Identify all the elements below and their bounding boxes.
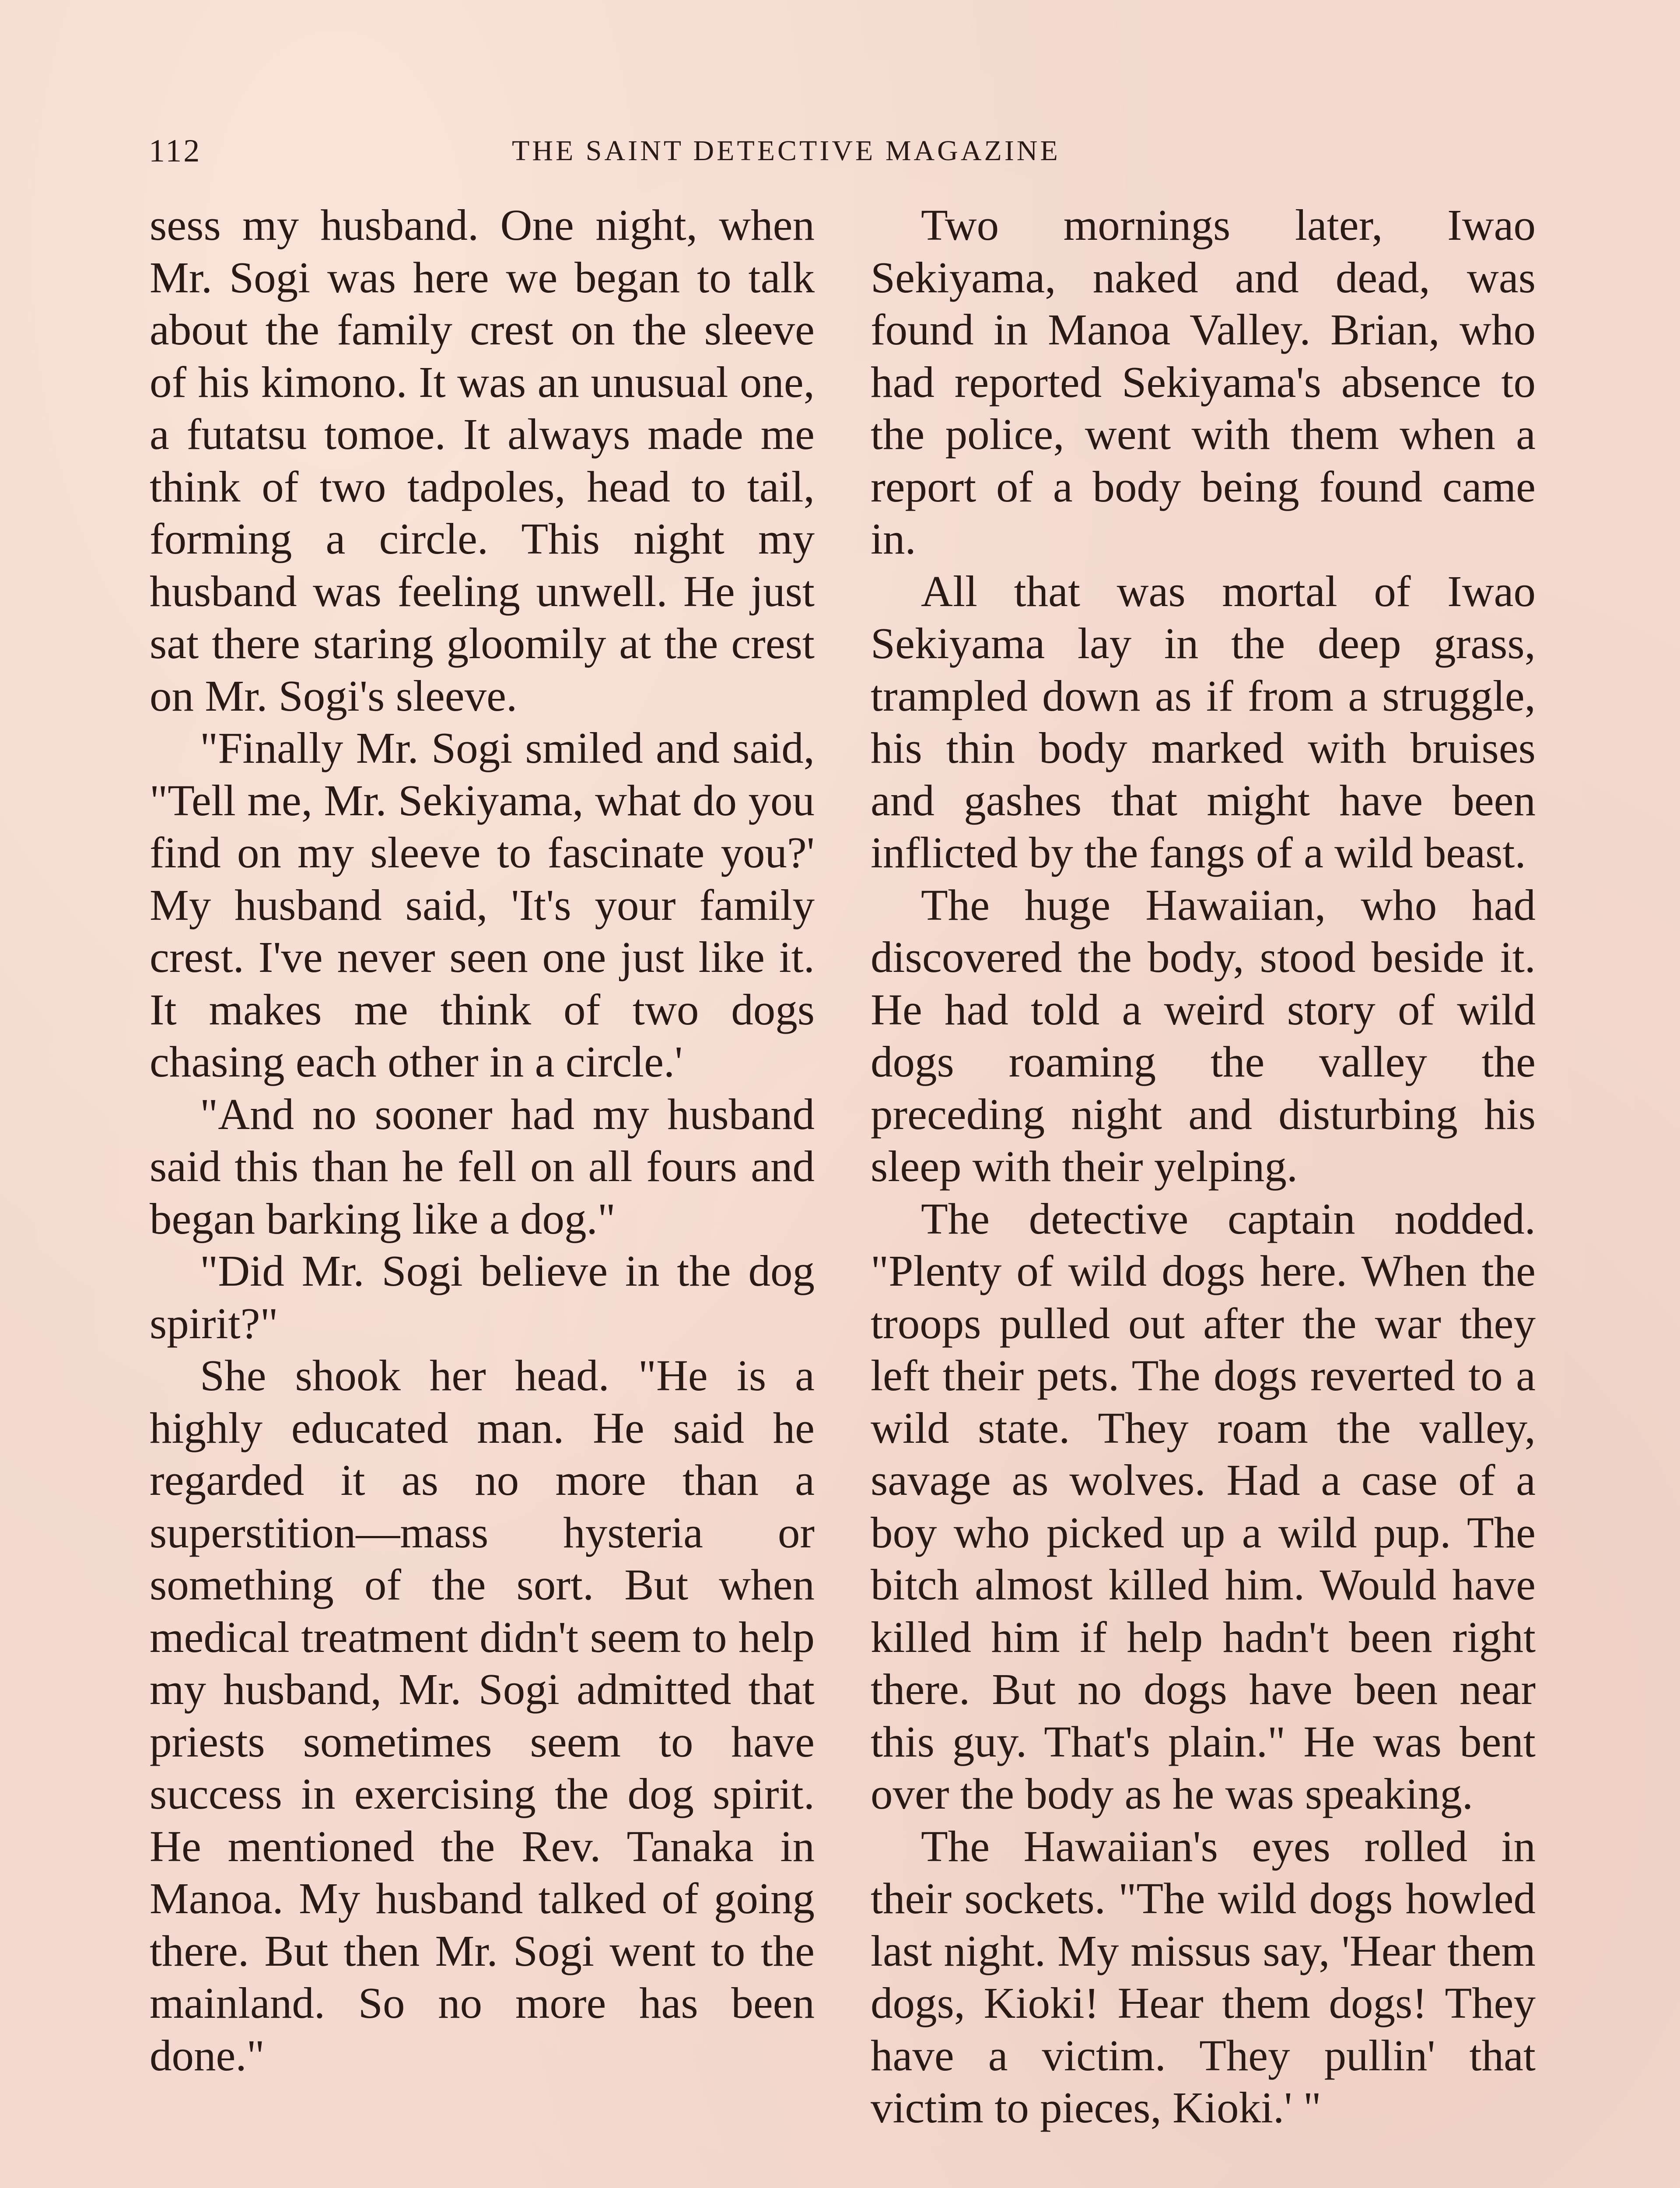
paragraph: "Did Mr. Sogi believe in the dog spirit?" [150,1246,815,1348]
paragraph: sess my husband. One night, when Mr. Sogi was here we began to talk about the family crest on the sleeve of his kimono. It was an unusual one, a futatsu tomoe. It always made me think of two tadpoles, head to tail, forming a circle. This night my husband was feeling unwell. He just sat there staring gloomily at the crest on Mr. Sogi's sleeve. [150,200,815,720]
paragraph: All that was mortal of Iwao Sekiyama lay in the deep grass, trampled down as if from a struggle, his thin body marked with bruises and gashes that might have been inflicted by the fangs of a wild beast. [871,566,1536,877]
right-column [871,199,1536,2134]
magazine-title: THE SAINT DETECTIVE MAGAZINE [512,135,1060,167]
paragraph: The Hawaiian's eyes rolled in their sockets. "The wild dogs howled last night. My missus say, 'Hear them dogs, Kioki! Hear them dogs! They have a victim. They pullin' that victim to pieces, Kioki.' " [871,1821,1536,2132]
running-head [149,127,1540,175]
paragraph: "And no sooner had my husband said this than he fell on all fours and began barking like a dog." [150,1089,815,1243]
paragraph: Two mornings later, Iwao Sekiyama, naked and dead, was found in Manoa Valley. Brian, who had reported Sekiyama's absence to the police, went with them when a report of a body being found came in. [871,200,1536,563]
paragraph: She shook her head. "He is a highly educated man. He said he regarded it as no more than a superstition—mass hysteria or something of the sort. But when medical treatment didn't seem to help my husband, Mr. Sogi admitted that priests sometimes seem to have success in exercising the dog spirit. He mentioned the Rev. Tanaka in Manoa. My husband talked of going there. But then Mr. Sogi went to the mainland. So no more has been done." [150,1351,815,2080]
paragraph: The huge Hawaiian, who had discovered the body, stood beside it. He had told a weird story of wild dogs roaming the valley the preceding night and disturbing his sleep with their yelping. [871,880,1536,1191]
page-number: 112 [149,133,202,169]
paragraph: "Finally Mr. Sogi smiled and said, "Tell me, Mr. Sekiyama, what do you find on my sleeve to fascinate you?' My husband said, 'It's your family crest. I've never seen one just like it. It makes me think of two dogs chasing each other in a circle.' [150,723,815,1086]
left-column [150,199,815,2082]
paragraph: The detective captain nodded. "Plenty of wild dogs here. When the troops pulled out after the war they left their pets. The dogs reverted to a wild state. They roam the valley, savage as wolves. Had a case of a boy who picked up a wild pup. The bitch almost killed him. Would have killed him if help hadn't been right there. But no dogs have been near this guy. That's plain." He was bent over the body as he was speaking. [871,1194,1536,1818]
